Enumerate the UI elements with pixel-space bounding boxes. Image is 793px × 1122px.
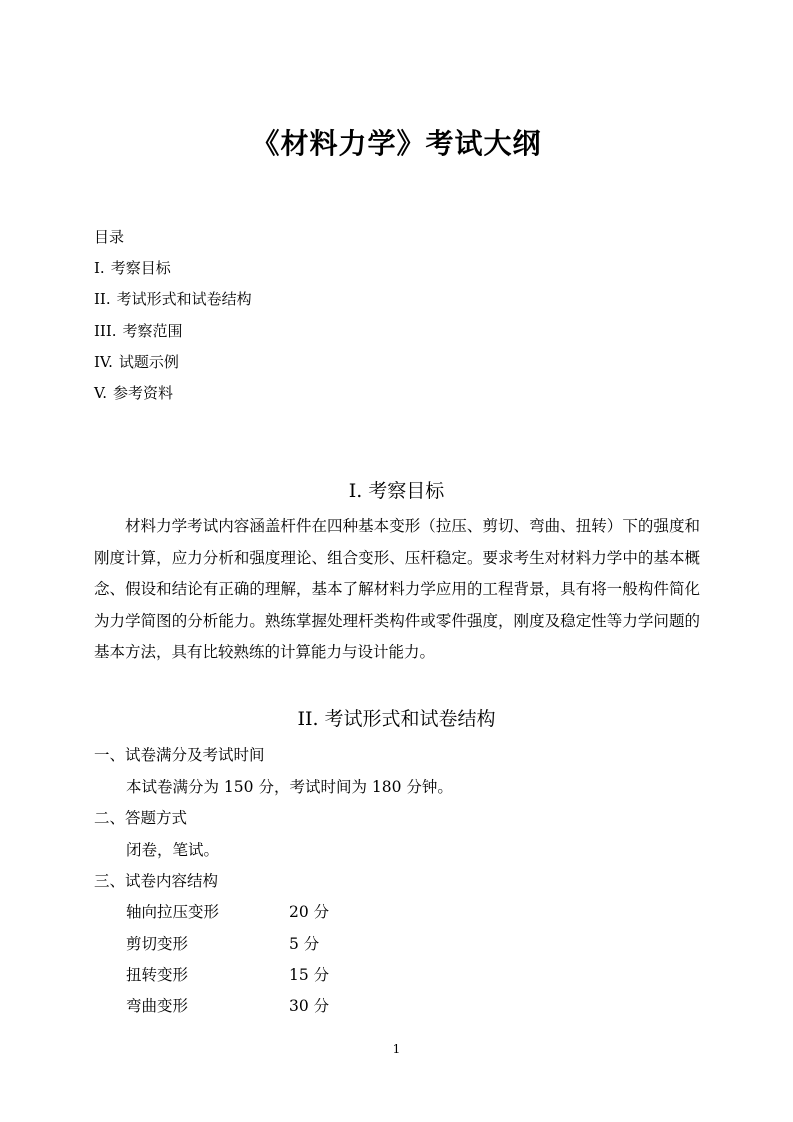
score-and-time-text: 本试卷满分为 150 分，考试时间为 180 分钟。 [126,778,453,796]
toc-item-label: 考察范围 [122,321,183,340]
toc-item-5 [94,382,252,404]
toc-item-number: II. [94,290,111,309]
section-heading-exam-format [0,705,793,733]
toc-item-label: 考试形式和试卷结构 [116,290,252,309]
structure-score: 5 分 [289,935,320,953]
toc-item-1 [94,257,252,279]
toc-item-label: 试题示例 [118,352,179,371]
toc-item-3 [94,320,252,342]
subheading-score-and-time: 一、试卷满分及考试时间 [94,746,265,764]
toc-item-2 [94,288,252,310]
toc-item-4 [94,351,252,373]
structure-score: 20 分 [289,903,330,921]
structure-item: 轴向拉压变形 [126,903,220,921]
structure-item: 扭转变形 [126,966,189,984]
subheading-answer-method: 二、答题方式 [94,809,188,827]
structure-item: 弯曲变形 [126,997,189,1015]
answer-method-text: 闭卷，笔试。 [126,841,220,859]
objectives-paragraph: 材料力学考试内容涵盖杆件在四种基本变形（拉压、剪切、弯曲、扭转）下的强度和刚度计算，应力分析和强度理论、组合变形、压杆稳定。要求考生对材料力学中的基本概念、假设和结论有正确的理解，基本了解材料力学应用的工程背景，具有将一般构件简化为力学简图的分析能力。熟练掌握处理杆类构件或零件强度，刚度及稳定性等力学问题的基本方法，具有比较熟练的计算能力与设计能力。 [94,517,700,661]
section-title: 考察目标 [368,480,445,502]
toc-item-label: 考察目标 [110,259,171,277]
toc-item-number: I. [94,259,105,277]
section-number: II. [297,708,319,730]
toc-item-number: V. [94,384,107,403]
toc-item-number: IV. [94,352,113,371]
toc-item-label: 参考资料 [112,384,173,403]
subheading-content-structure: 三、试卷内容结构 [94,872,219,890]
toc-heading: 目录 [94,228,125,246]
structure-item: 剪切变形 [126,935,189,953]
document-title: 《材料力学》考试大纲 [251,127,542,160]
section-title: 考试形式和试卷结构 [324,708,496,730]
toc-item-number: III. [94,321,117,340]
section-heading-objectives [0,477,793,505]
section-number: I. [348,480,363,502]
page-number: 1 [392,1042,401,1056]
table-of-contents [94,226,252,413]
structure-score: 30 分 [289,997,330,1015]
structure-score: 15 分 [289,966,330,984]
